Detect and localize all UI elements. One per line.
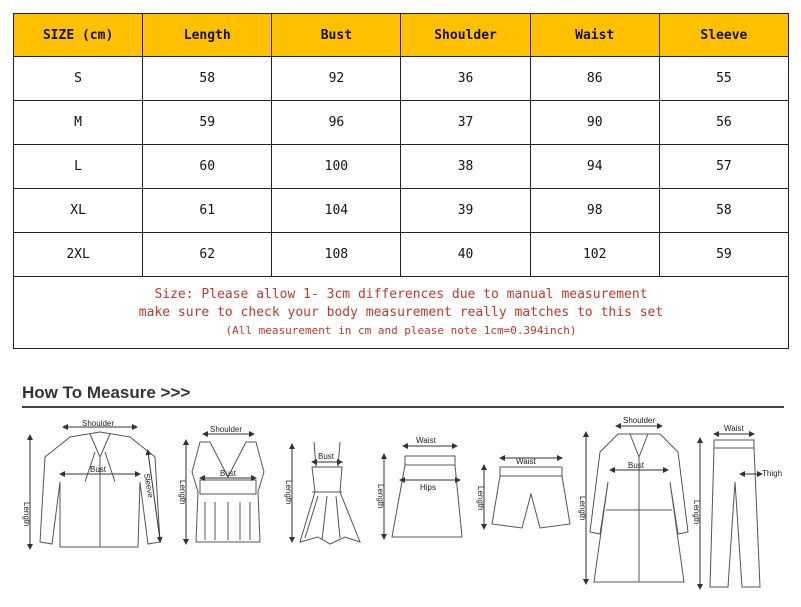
- waist-label: Waist: [516, 457, 536, 466]
- length-label: Length: [284, 480, 293, 505]
- waist-label: Waist: [416, 436, 436, 445]
- length-label: Length: [692, 500, 701, 525]
- measurement-note: [14, 277, 789, 349]
- note-line-3: (All measurement in cm and please note 1cm=0.394inch): [225, 323, 577, 337]
- table-cell: L: [14, 145, 143, 189]
- bust-label: Bust: [318, 452, 335, 461]
- how-to-measure-title: How To Measure >>>: [22, 383, 191, 402]
- sleeve-label: Sleeve: [142, 472, 156, 499]
- table-cell: 94: [530, 145, 659, 189]
- table-cell: XL: [14, 189, 143, 233]
- table-cell: 59: [143, 101, 272, 145]
- header-cell: Waist: [530, 14, 659, 57]
- thigh-label: Thigh: [762, 469, 783, 478]
- header-cell: SIZE (cm): [14, 14, 143, 57]
- shoulder-label: Shoulder: [210, 425, 243, 434]
- bust-label: Bust: [90, 465, 107, 474]
- table-cell: 39: [401, 189, 530, 233]
- divider: [22, 406, 784, 408]
- measurement-diagrams: [0, 412, 801, 607]
- table-cell: 38: [401, 145, 530, 189]
- table-cell: 55: [659, 57, 788, 101]
- hips-label: Hips: [420, 483, 437, 492]
- table-cell: 56: [659, 101, 788, 145]
- trousers-icon: [700, 434, 760, 587]
- shoulder-label: Shoulder: [623, 416, 656, 425]
- table-cell: 86: [530, 57, 659, 101]
- shorts-icon: [484, 458, 570, 528]
- length-label: Length: [178, 480, 187, 505]
- table-cell: 92: [272, 57, 401, 101]
- length-label: Length: [22, 502, 31, 527]
- trench-coat-icon: [586, 426, 688, 582]
- table-cell: 104: [272, 189, 401, 233]
- header-cell: Sleeve: [659, 14, 788, 57]
- table-row: [14, 145, 789, 189]
- header-cell: Bust: [272, 14, 401, 57]
- blouse-icon: [30, 427, 160, 547]
- table-cell: 2XL: [14, 233, 143, 277]
- waist-label: Waist: [724, 424, 744, 433]
- table-row: [14, 101, 789, 145]
- table-cell: 58: [143, 57, 272, 101]
- table-cell: 98: [530, 189, 659, 233]
- table-cell: 59: [659, 233, 788, 277]
- table-cell: M: [14, 101, 143, 145]
- table-cell: 62: [143, 233, 272, 277]
- table-row: [14, 233, 789, 277]
- table-cell: S: [14, 57, 143, 101]
- shoulder-label: Shoulder: [82, 419, 115, 428]
- table-row: [14, 189, 789, 233]
- length-label: Length: [578, 496, 587, 521]
- table-cell: 96: [272, 101, 401, 145]
- header-cell: Length: [143, 14, 272, 57]
- table-cell: 102: [530, 233, 659, 277]
- table-row: [14, 57, 789, 101]
- table-cell: 40: [401, 233, 530, 277]
- header-cell: Shoulder: [401, 14, 530, 57]
- tank-top-icon: [186, 434, 264, 542]
- table-cell: 100: [272, 145, 401, 189]
- size-chart-table: [13, 13, 789, 349]
- table-cell: 36: [401, 57, 530, 101]
- table-cell: 61: [143, 189, 272, 233]
- note-line-1: Size: Please allow 1- 3cm differences due to manual measurement: [154, 286, 648, 302]
- bust-label: Bust: [628, 461, 645, 470]
- table-cell: 108: [272, 233, 401, 277]
- table-cell: 60: [143, 145, 272, 189]
- note-line-2: make sure to check your body measurement really matches to this set: [138, 304, 664, 320]
- bust-label: Bust: [220, 469, 237, 478]
- table-cell: 58: [659, 189, 788, 233]
- note-row: [14, 277, 789, 349]
- length-label: Length: [376, 484, 385, 509]
- table-cell: 90: [530, 101, 659, 145]
- length-label: Length: [476, 486, 485, 511]
- table-header-row: [14, 14, 789, 57]
- table-cell: 57: [659, 145, 788, 189]
- table-cell: 37: [401, 101, 530, 145]
